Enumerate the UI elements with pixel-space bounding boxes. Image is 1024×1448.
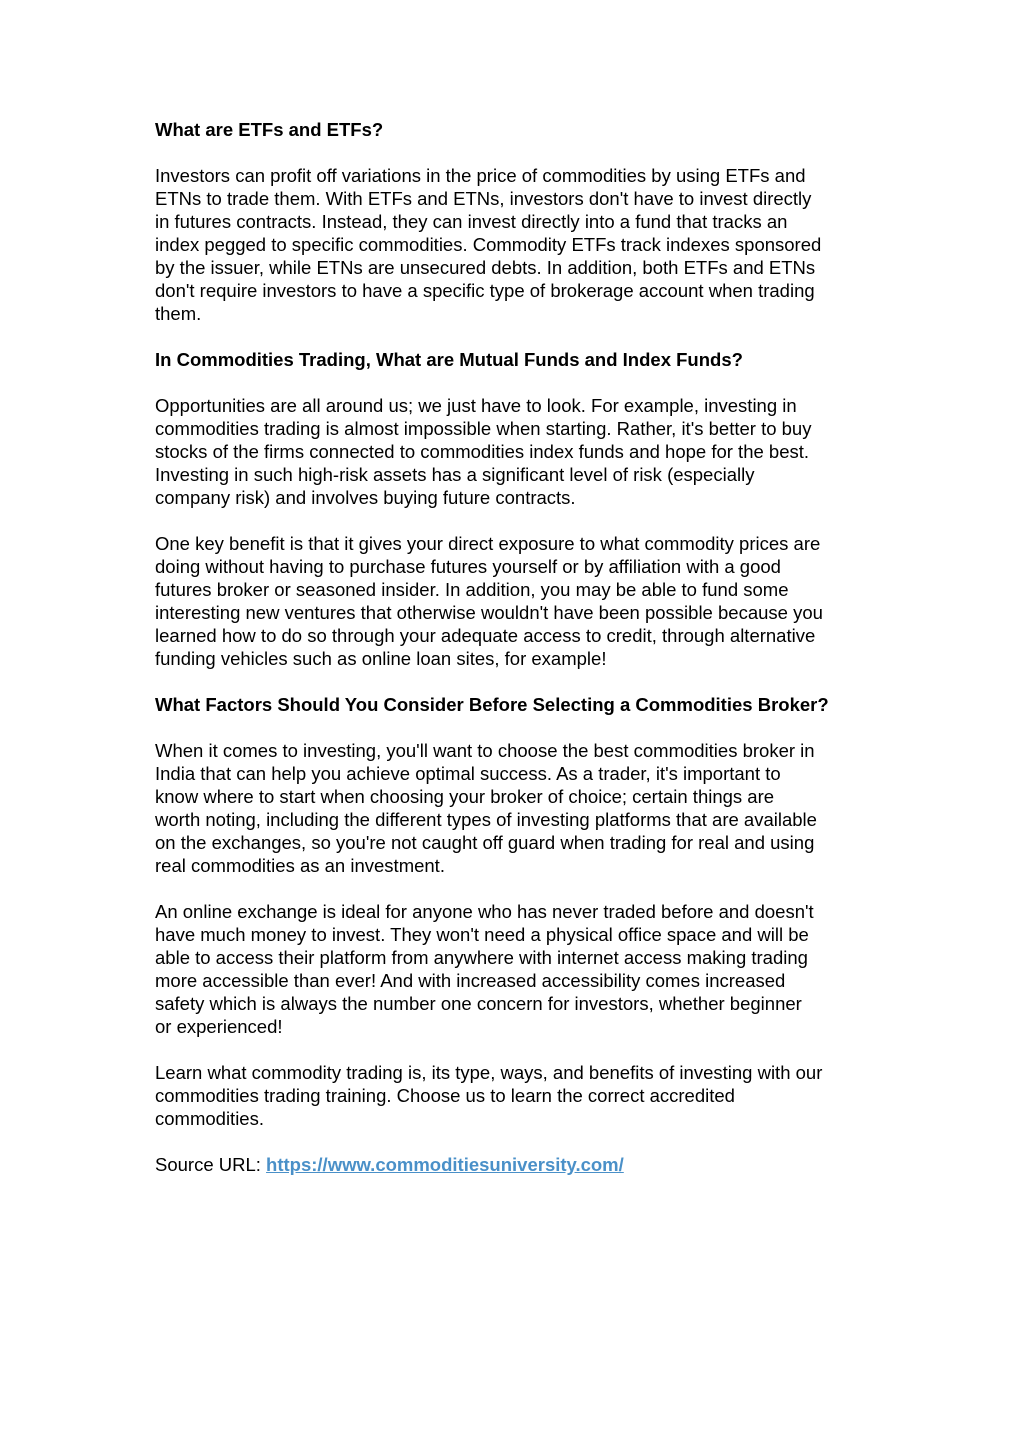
spacer — [155, 509, 895, 532]
text-line: worth noting, including the different types of investing platforms that are available — [155, 809, 817, 830]
text-line: have much money to invest. They won't need a physical office space and will be — [155, 924, 809, 945]
paragraph-etfs — [155, 164, 895, 325]
spacer — [155, 1130, 895, 1153]
text-line: interesting new ventures that otherwise wouldn't have been possible because you — [155, 602, 823, 623]
text-line: real commodities as an investment. — [155, 855, 445, 876]
paragraph-online-exchange — [155, 900, 895, 1038]
text-line: Investors can profit off variations in the price of commodities by using ETFs and — [155, 165, 806, 186]
text-line: learned how to do so through your adequate access to credit, through alternative — [155, 625, 816, 646]
text-line: doing without having to purchase futures yourself or by affiliation with a good — [155, 556, 781, 577]
spacer — [155, 670, 895, 693]
text-line: by the issuer, while ETNs are unsecured debts. In addition, both ETFs and ETNs — [155, 257, 816, 278]
document-page — [155, 118, 895, 1176]
text-line: safety which is always the number one concern for investors, whether beginner — [155, 993, 802, 1014]
text-line: able to access their platform from anywhere with internet access making trading — [155, 947, 808, 968]
text-line: don't require investors to have a specific type of brokerage account when trading — [155, 280, 815, 301]
section-heading-broker-factors: What Factors Should You Consider Before Selecting a Commodities Broker? — [155, 694, 829, 715]
paragraph-key-benefit — [155, 532, 895, 670]
spacer — [155, 877, 895, 900]
text-line: commodities trading training. Choose us to learn the correct accredited — [155, 1085, 735, 1106]
text-line: company risk) and involves buying future contracts. — [155, 487, 576, 508]
text-line: An online exchange is ideal for anyone who has never traded before and doesn't — [155, 901, 814, 922]
spacer — [155, 716, 895, 739]
spacer — [155, 141, 895, 164]
spacer — [155, 1038, 895, 1061]
text-line: or experienced! — [155, 1016, 283, 1037]
paragraph-learn — [155, 1061, 895, 1130]
text-line: One key benefit is that it gives your direct exposure to what commodity prices are — [155, 533, 821, 554]
text-line: funding vehicles such as online loan sites, for example! — [155, 648, 607, 669]
section-heading-mutual-funds: In Commodities Trading, What are Mutual Funds and Index Funds? — [155, 349, 743, 370]
spacer — [155, 371, 895, 394]
source-line — [155, 1153, 895, 1176]
paragraph-choosing-broker — [155, 739, 895, 877]
text-line: Opportunities are all around us; we just have to look. For example, investing in — [155, 395, 797, 416]
text-line: in futures contracts. Instead, they can invest directly into a fund that tracks an — [155, 211, 788, 232]
paragraph-opportunities — [155, 394, 895, 509]
spacer — [155, 325, 895, 348]
text-line: Learn what commodity trading is, its type, ways, and benefits of investing with our — [155, 1062, 823, 1083]
text-line: ETNs to trade them. With ETFs and ETNs, investors don't have to invest directly — [155, 188, 812, 209]
text-line: commodities. — [155, 1108, 264, 1129]
text-line: more accessible than ever! And with increased accessibility comes increased — [155, 970, 786, 991]
section-heading-etfs: What are ETFs and ETFs? — [155, 119, 384, 140]
text-line: them. — [155, 303, 202, 324]
text-line: commodities trading is almost impossible when starting. Rather, it's better to buy — [155, 418, 812, 439]
source-url-link[interactable]: https://www.commoditiesuniversity.com/ — [266, 1154, 624, 1175]
text-line: Investing in such high-risk assets has a significant level of risk (especially — [155, 464, 755, 485]
text-line: index pegged to specific commodities. Commodity ETFs track indexes sponsored — [155, 234, 822, 255]
source-label: Source URL: — [155, 1154, 267, 1175]
text-line: When it comes to investing, you'll want to choose the best commodities broker in — [155, 740, 815, 761]
text-line: know where to start when choosing your broker of choice; certain things are — [155, 786, 775, 807]
text-line: on the exchanges, so you're not caught off guard when trading for real and using — [155, 832, 815, 853]
text-line: India that can help you achieve optimal success. As a trader, it's important to — [155, 763, 781, 784]
text-line: stocks of the firms connected to commodities index funds and hope for the best. — [155, 441, 810, 462]
text-line: futures broker or seasoned insider. In addition, you may be able to fund some — [155, 579, 789, 600]
